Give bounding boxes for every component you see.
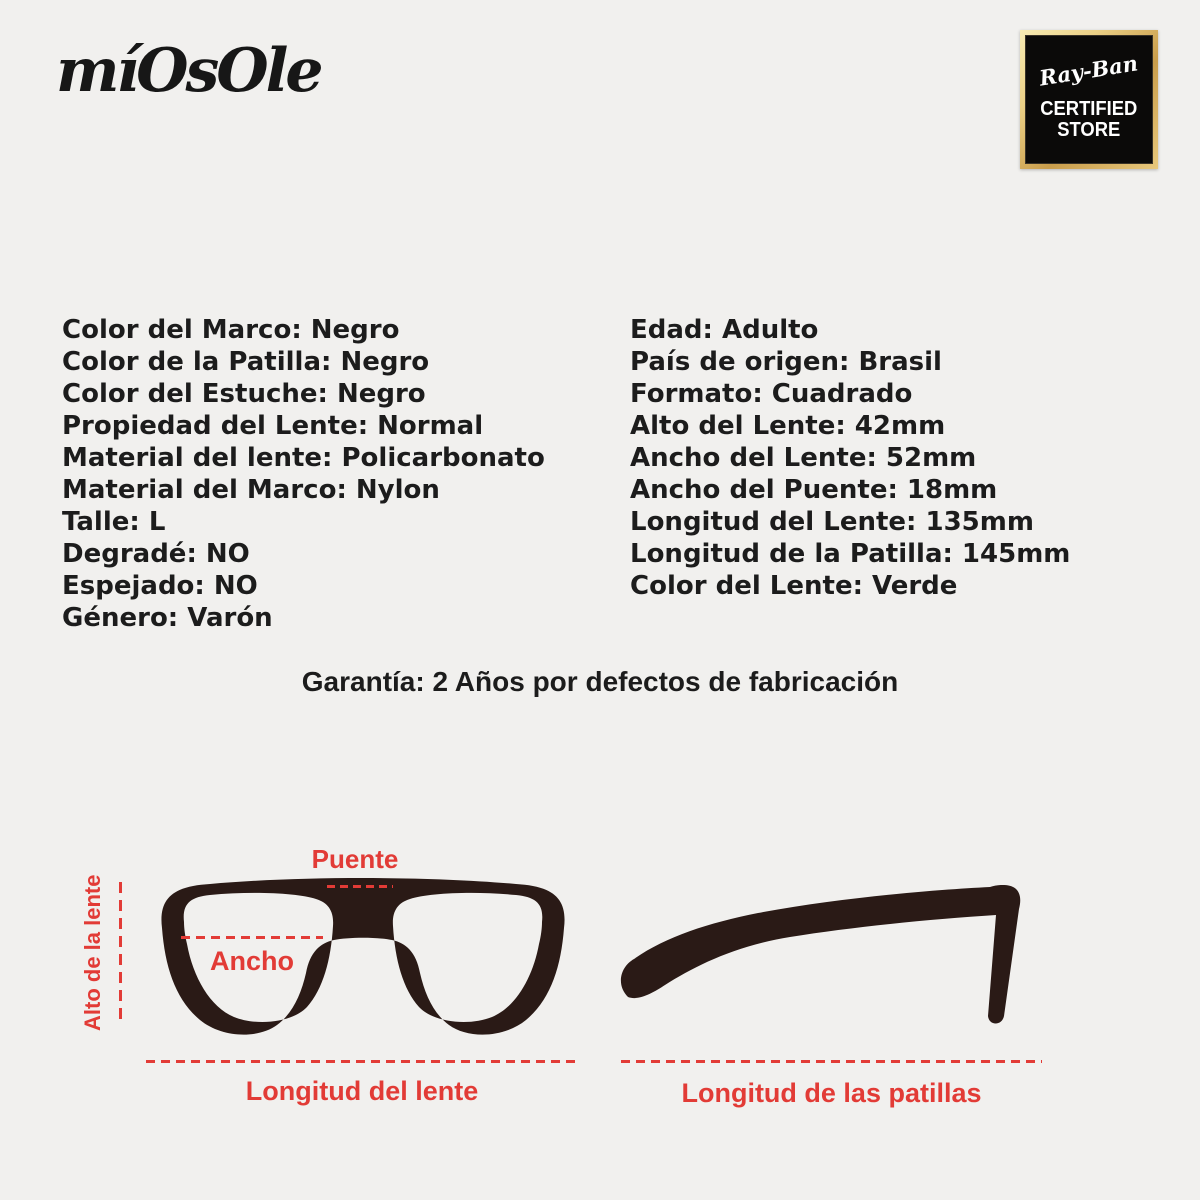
frame-length-dash-line [146, 1060, 578, 1063]
glasses-side-view [620, 885, 1050, 1030]
spec-temple-length: Longitud de la Patilla: 145mm [630, 539, 1071, 569]
spec-lens-length: Longitud del Lente: 135mm [630, 507, 1034, 537]
warranty-note: Garantía: 2 Años por defectos de fabricación [301, 666, 899, 697]
spec-temple-color: Color de la Patilla: Negro [62, 347, 430, 377]
spec-lens-width: Ancho del Lente: 52mm [630, 443, 977, 473]
lens-width-label: Ancho [210, 946, 294, 976]
frame-length-label: Longitud del lente [245, 1076, 479, 1106]
lens-height-dash-line [119, 882, 122, 1022]
spec-gender: Género: Varón [62, 603, 273, 633]
spec-origin-country: País de origen: Brasil [630, 347, 942, 377]
bridge-dash-line [327, 885, 393, 888]
badge-inner-panel [1025, 35, 1153, 164]
spec-frame-material: Material del Marco: Nylon [62, 475, 440, 505]
spec-column-left [62, 314, 545, 634]
spec-case-color: Color del Estuche: Negro [62, 379, 426, 409]
spec-frame-color: Color del Marco: Negro [62, 315, 400, 345]
certified-store-label [1040, 99, 1137, 141]
spec-lens-color: Color del Lente: Verde [630, 571, 958, 601]
spec-gradient: Degradé: NO [62, 539, 250, 569]
spec-lens-material: Material del lente: Policarbonato [62, 443, 545, 473]
lens-width-dash-line [181, 936, 323, 939]
brand-logo: míOsOle [56, 36, 321, 106]
temple-length-label: Longitud de las patillas [681, 1078, 982, 1108]
spec-lens-height: Alto del Lente: 42mm [630, 411, 946, 441]
spec-lens-property: Propiedad del Lente: Normal [62, 411, 484, 441]
temple-length-dash-line [621, 1060, 1042, 1063]
badge-line-1: CERTIFIED [1040, 98, 1138, 120]
spec-age: Edad: Adulto [630, 315, 819, 345]
spec-column-right [630, 314, 1070, 602]
spec-mirrored: Espejado: NO [62, 571, 258, 601]
spec-size: Talle: L [62, 507, 166, 537]
certified-store-badge [1020, 30, 1158, 169]
rayban-logo: Ray-Ban [1038, 50, 1140, 91]
lens-height-label: Alto de la lente [80, 874, 105, 1032]
badge-line-2: STORE [1057, 119, 1121, 141]
bridge-label: Puente [311, 844, 399, 874]
spec-bridge-width: Ancho del Puente: 18mm [630, 475, 998, 505]
spec-shape: Formato: Cuadrado [630, 379, 913, 409]
